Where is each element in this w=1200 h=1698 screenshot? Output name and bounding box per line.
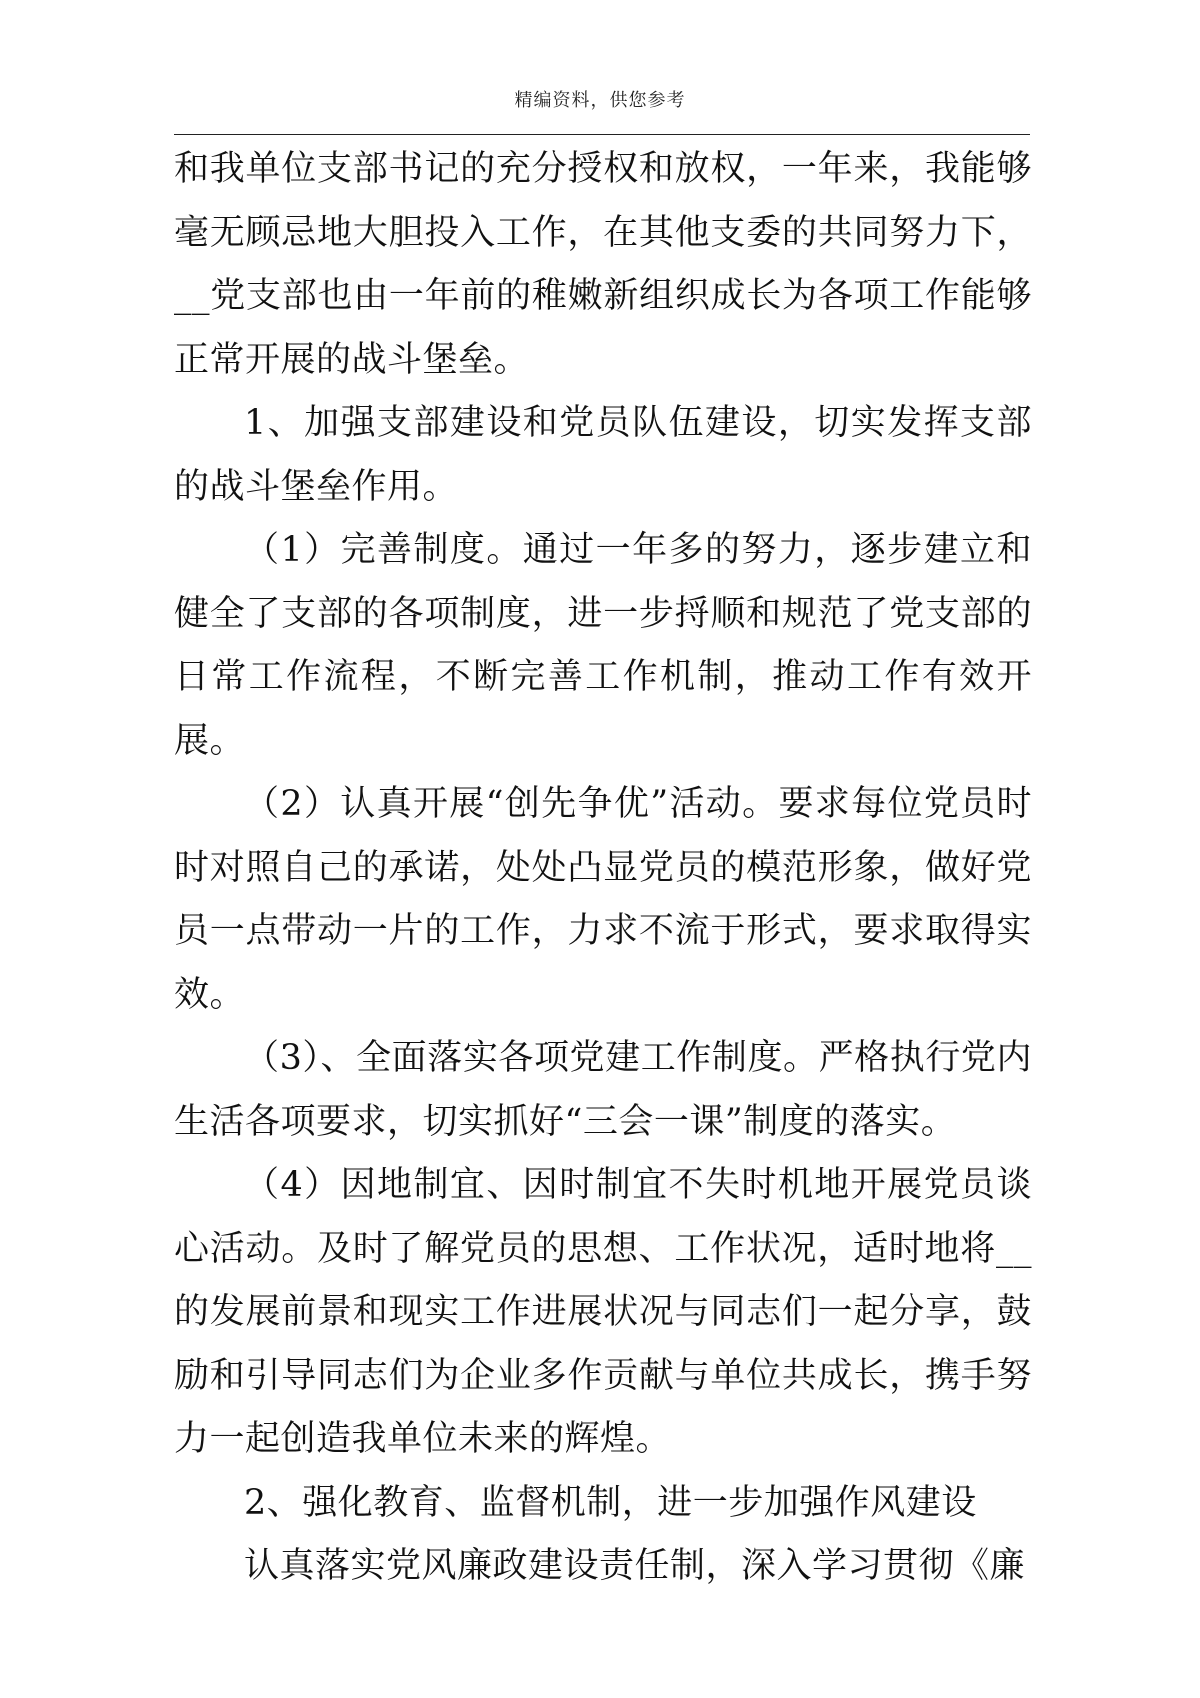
paragraph-section-2-heading: 2、强化教育、监督机制，进一步加强作风建设 — [244, 1482, 977, 1523]
paragraph-item-3: （3）、全面落实各项党建工作制度。严格执行党内生活各项要求，切实抓好“三会一课”制度的落实。 — [174, 1038, 1032, 1142]
paragraph-intro-continued: 和我单位支部书记的充分授权和放权，一年来，我能够毫无顾忌地大胆投入工作，在其他支委的共同努力下，__党支部也由一年前的稚嫩新组织成长为各项工作能够正常开展的战斗堡垒。 — [174, 149, 1032, 380]
header-divider — [174, 134, 1030, 135]
paragraph-section-2-body: 认真落实党风廉政建设责任制，深入学习贯彻《廉 — [244, 1546, 1026, 1586]
document-body — [174, 138, 1032, 1599]
paragraph-item-2: （2）认真开展“创先争优”活动。要求每位党员时时对照自己的承诺，处处凸显党员的模范形象，做好党员一点带动一片的工作，力求不流于形式，要求取得实效。 — [174, 784, 1032, 1015]
paragraph-item-4: （4）因地制宜、因时制宜不失时机地开展党员谈心活动。及时了解党员的思想、工作状况，适时地将__的发展前景和现实工作进展状况与同志们一起分享，鼓励和引导同志们为企业多作贡献与单位共成长，携手努力一起创造我单位未来的辉煌。 — [174, 1165, 1032, 1459]
page-header: 精编资料，供您参考 — [514, 90, 686, 111]
paragraph-section-1-heading: 1、加强支部建设和党员队伍建设，切实发挥支部的战斗堡垒作用。 — [174, 403, 1032, 507]
paragraph-item-1: （1）完善制度。通过一年多的努力，逐步建立和健全了支部的各项制度，进一步捋顺和规范了党支部的日常工作流程，不断完善工作机制，推动工作有效开展。 — [174, 530, 1032, 761]
